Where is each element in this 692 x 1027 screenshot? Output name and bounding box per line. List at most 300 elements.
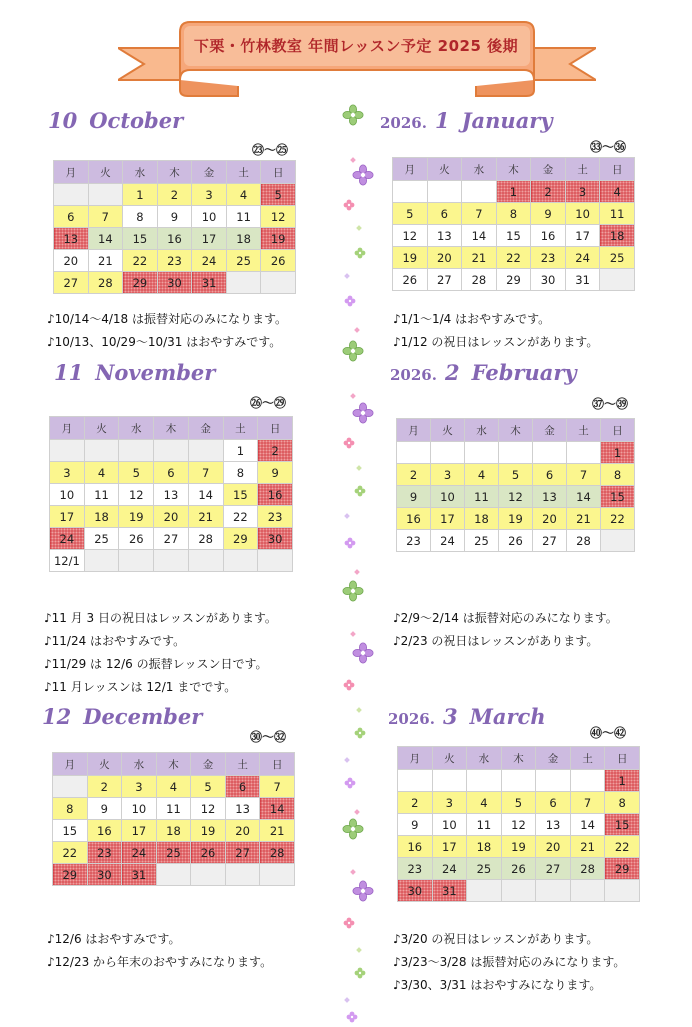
day-cell: 8 (123, 206, 158, 228)
note: ♪11 月 3 日の祝日はレッスンがあります。 (44, 611, 277, 625)
day-cell: 26 (501, 858, 536, 880)
day-cell: 2 (531, 181, 566, 203)
week-row (393, 269, 635, 291)
day-cell: 11 (600, 203, 635, 225)
weekday-header: 金 (188, 417, 223, 440)
empty-cell (605, 880, 640, 902)
weekday-header: 金 (533, 419, 567, 442)
day-cell: 21 (260, 820, 295, 842)
calendar-november (49, 416, 293, 572)
weekday-header: 日 (600, 158, 635, 181)
weekday-header: 金 (191, 753, 226, 776)
week-row (54, 272, 296, 294)
weekday-header: 木 (499, 419, 533, 442)
week-row (53, 842, 295, 864)
week-range-nov: ㉖～㉙ (250, 396, 287, 410)
page-title: 下栗・竹林教室 年間レッスン予定 2025 後期 (193, 37, 519, 55)
weekday-header: 火 (88, 161, 123, 184)
day-cell: 15 (496, 225, 531, 247)
day-cell: 2 (258, 440, 293, 462)
day-cell: 17 (50, 506, 85, 528)
day-cell: 24 (565, 247, 600, 269)
weekday-header: 土 (567, 419, 601, 442)
empty-cell (536, 770, 571, 792)
day-cell: 23 (531, 247, 566, 269)
day-cell: 10 (122, 798, 157, 820)
note: ♪11/24 はおやすみです。 (44, 634, 186, 648)
day-cell: 20 (154, 506, 189, 528)
weekday-header: 火 (431, 419, 465, 442)
month-number: 3 (442, 704, 458, 729)
diamond-icon (350, 384, 356, 403)
day-cell: 8 (605, 792, 640, 814)
day-cell: 16 (398, 836, 433, 858)
day-cell: 6 (427, 203, 462, 225)
day-cell: 4 (465, 464, 499, 486)
day-cell: 27 (54, 272, 89, 294)
day-cell: 22 (223, 506, 258, 528)
empty-cell (53, 776, 88, 798)
day-cell: 16 (397, 508, 431, 530)
calendar-march (397, 746, 640, 902)
weekday-header: 月 (53, 753, 88, 776)
day-cell: 3 (122, 776, 157, 798)
day-cell: 31 (432, 880, 467, 902)
weekday-header: 日 (605, 747, 640, 770)
week-row (398, 792, 640, 814)
day-cell: 19 (191, 820, 226, 842)
flower-icon (344, 774, 356, 793)
day-cell: 15 (223, 484, 258, 506)
week-row (398, 880, 640, 902)
day-cell: 3 (431, 464, 465, 486)
day-cell: 11 (156, 798, 191, 820)
empty-cell (188, 550, 223, 572)
flower-icon (354, 244, 366, 263)
empty-cell (84, 550, 119, 572)
day-cell: 28 (88, 272, 123, 294)
note: ♪2/9～2/14 は振替対応のみになります。 (393, 611, 618, 625)
empty-cell (467, 770, 502, 792)
weekday-header: 月 (393, 158, 428, 181)
month-header-nov (54, 360, 215, 385)
day-cell: 12 (119, 484, 154, 506)
weekday-header: 日 (258, 417, 293, 440)
empty-cell (465, 442, 499, 464)
day-cell: 29 (123, 272, 158, 294)
empty-cell (501, 770, 536, 792)
weekday-header: 木 (154, 417, 189, 440)
empty-cell (432, 770, 467, 792)
note: ♪3/23～3/28 は振替対応のみになります。 (393, 955, 626, 969)
day-cell: 25 (226, 250, 261, 272)
empty-cell (570, 880, 605, 902)
day-cell: 18 (467, 836, 502, 858)
day-cell: 2 (87, 776, 122, 798)
weekday-header-row (50, 417, 293, 440)
month-header-oct (48, 108, 183, 133)
note: ♪3/30、3/31 はおやすみになります。 (393, 978, 602, 992)
diamond-icon (344, 748, 350, 767)
diamond-icon (354, 560, 360, 579)
empty-cell (260, 864, 295, 886)
day-cell: 12/1 (50, 550, 85, 572)
day-cell: 5 (119, 462, 154, 484)
flower-icon (342, 818, 364, 844)
flower-icon (342, 580, 364, 606)
month-name: February (471, 360, 577, 385)
day-cell: 12 (191, 798, 226, 820)
week-row (53, 864, 295, 886)
calendar-february (396, 418, 635, 552)
day-cell: 14 (88, 228, 123, 250)
empty-cell (533, 442, 567, 464)
day-cell: 13 (54, 228, 89, 250)
day-cell: 15 (123, 228, 158, 250)
week-range-oct: ㉓～㉕ (252, 143, 289, 157)
flower-icon (352, 164, 374, 190)
week-row (50, 506, 293, 528)
note: ♪11 月レッスンは 12/1 までです。 (44, 680, 237, 694)
week-row (54, 250, 296, 272)
diamond-icon (356, 456, 362, 475)
day-cell: 13 (536, 814, 571, 836)
day-cell: 8 (601, 464, 635, 486)
day-cell: 6 (154, 462, 189, 484)
day-cell: 20 (225, 820, 260, 842)
day-cell: 7 (567, 464, 601, 486)
day-cell: 26 (393, 269, 428, 291)
day-cell: 21 (462, 247, 497, 269)
day-cell: 30 (531, 269, 566, 291)
day-cell: 5 (191, 776, 226, 798)
day-cell: 6 (536, 792, 571, 814)
day-cell: 31 (122, 864, 157, 886)
flower-icon (352, 880, 374, 906)
day-cell: 22 (496, 247, 531, 269)
weekday-header: 火 (432, 747, 467, 770)
day-cell: 28 (260, 842, 295, 864)
day-cell: 21 (567, 508, 601, 530)
day-cell: 19 (261, 228, 296, 250)
day-cell: 13 (154, 484, 189, 506)
diamond-icon (344, 988, 350, 1007)
empty-cell (156, 864, 191, 886)
weekday-header: 金 (192, 161, 227, 184)
day-cell: 22 (123, 250, 158, 272)
calendar-october (53, 160, 296, 294)
day-cell: 10 (432, 814, 467, 836)
day-cell: 28 (570, 858, 605, 880)
day-cell: 29 (605, 858, 640, 880)
weekday-header: 金 (531, 158, 566, 181)
day-cell: 27 (533, 530, 567, 552)
weekday-header: 水 (462, 158, 497, 181)
weekday-header: 日 (601, 419, 635, 442)
flower-icon (344, 534, 356, 553)
day-cell: 29 (223, 528, 258, 550)
day-cell: 23 (157, 250, 192, 272)
flower-icon (354, 724, 366, 743)
day-cell: 4 (600, 181, 635, 203)
day-cell: 10 (50, 484, 85, 506)
empty-cell (261, 272, 296, 294)
diamond-icon (344, 264, 350, 283)
day-cell: 26 (119, 528, 154, 550)
day-cell: 14 (462, 225, 497, 247)
month-name: December (83, 704, 203, 729)
weekday-header: 火 (87, 753, 122, 776)
day-cell: 24 (432, 858, 467, 880)
note: ♪2/23 の祝日はレッスンがあります。 (393, 634, 599, 648)
note: ♪3/20 の祝日はレッスンがあります。 (393, 932, 599, 946)
day-cell: 16 (157, 228, 192, 250)
week-row (397, 508, 635, 530)
day-cell: 16 (258, 484, 293, 506)
week-row (398, 858, 640, 880)
weekday-header: 月 (397, 419, 431, 442)
day-cell: 25 (600, 247, 635, 269)
day-cell: 2 (157, 184, 192, 206)
month-number: 2 (444, 360, 460, 385)
day-cell: 17 (431, 508, 465, 530)
day-cell: 9 (398, 814, 433, 836)
day-cell: 14 (570, 814, 605, 836)
empty-cell (88, 184, 123, 206)
day-cell: 22 (605, 836, 640, 858)
day-cell: 12 (501, 814, 536, 836)
week-row (393, 225, 635, 247)
flower-icon (352, 402, 374, 428)
empty-cell (567, 442, 601, 464)
day-cell: 28 (567, 530, 601, 552)
day-cell: 2 (397, 464, 431, 486)
day-cell: 6 (225, 776, 260, 798)
day-cell: 24 (50, 528, 85, 550)
day-cell: 16 (531, 225, 566, 247)
day-cell: 13 (225, 798, 260, 820)
year-label: 2026. (380, 114, 427, 132)
empty-cell (431, 442, 465, 464)
calendar-december (52, 752, 295, 886)
weekday-header: 水 (123, 161, 158, 184)
day-cell: 23 (398, 858, 433, 880)
day-cell: 21 (570, 836, 605, 858)
weekday-header: 土 (223, 417, 258, 440)
day-cell: 20 (427, 247, 462, 269)
weekday-header: 日 (261, 161, 296, 184)
diamond-icon (344, 504, 350, 523)
calendar-january (392, 157, 635, 291)
day-cell: 4 (226, 184, 261, 206)
day-cell: 1 (496, 181, 531, 203)
day-cell: 5 (499, 464, 533, 486)
day-cell: 10 (565, 203, 600, 225)
day-cell: 3 (50, 462, 85, 484)
day-cell: 2 (398, 792, 433, 814)
flower-icon (343, 434, 355, 453)
weekday-header-row (397, 419, 635, 442)
week-row (397, 530, 635, 552)
day-cell: 23 (397, 530, 431, 552)
day-cell: 9 (157, 206, 192, 228)
empty-cell (119, 440, 154, 462)
empty-cell (467, 880, 502, 902)
flower-icon (352, 642, 374, 668)
weekday-header: 土 (570, 747, 605, 770)
day-cell: 22 (601, 508, 635, 530)
day-cell: 29 (53, 864, 88, 886)
weekday-header: 水 (119, 417, 154, 440)
day-cell: 19 (501, 836, 536, 858)
diamond-icon (356, 698, 362, 717)
flower-icon (344, 292, 356, 311)
empty-cell (50, 440, 85, 462)
week-row (53, 798, 295, 820)
day-cell: 19 (499, 508, 533, 530)
month-header-feb (390, 360, 577, 385)
note: ♪10/14～4/18 は振替対応のみになります。 (47, 312, 288, 326)
empty-cell (601, 530, 635, 552)
day-cell: 6 (54, 206, 89, 228)
day-cell: 10 (431, 486, 465, 508)
month-name: March (469, 704, 546, 729)
flower-icon (354, 482, 366, 501)
day-cell: 17 (192, 228, 227, 250)
empty-cell (154, 550, 189, 572)
empty-cell (393, 181, 428, 203)
diamond-icon (350, 622, 356, 641)
weekday-header: 木 (157, 161, 192, 184)
flower-icon (342, 340, 364, 366)
weekday-header: 月 (50, 417, 85, 440)
day-cell: 24 (431, 530, 465, 552)
day-cell: 26 (191, 842, 226, 864)
day-cell: 13 (427, 225, 462, 247)
flower-icon (346, 1008, 358, 1027)
day-cell: 7 (188, 462, 223, 484)
empty-cell (462, 181, 497, 203)
week-row (50, 484, 293, 506)
day-cell: 25 (465, 530, 499, 552)
day-cell: 18 (156, 820, 191, 842)
note: ♪1/1～1/4 はおやすみです。 (393, 312, 551, 326)
diamond-icon (354, 800, 360, 819)
empty-cell (600, 269, 635, 291)
empty-cell (501, 880, 536, 902)
day-cell: 31 (192, 272, 227, 294)
empty-cell (188, 440, 223, 462)
flower-icon (342, 104, 364, 130)
day-cell: 25 (467, 858, 502, 880)
day-cell: 21 (88, 250, 123, 272)
week-row (397, 486, 635, 508)
note: ♪11/29 は 12/6 の振替レッスン日です。 (44, 657, 268, 671)
month-name: November (95, 360, 216, 385)
day-cell: 9 (397, 486, 431, 508)
day-cell: 27 (154, 528, 189, 550)
day-cell: 7 (570, 792, 605, 814)
empty-cell (536, 880, 571, 902)
weekday-header: 火 (427, 158, 462, 181)
day-cell: 11 (84, 484, 119, 506)
week-row (54, 184, 296, 206)
day-cell: 18 (600, 225, 635, 247)
day-cell: 30 (398, 880, 433, 902)
weekday-header: 日 (260, 753, 295, 776)
day-cell: 25 (156, 842, 191, 864)
empty-cell (398, 770, 433, 792)
weekday-header-row (54, 161, 296, 184)
day-cell: 20 (54, 250, 89, 272)
day-cell: 19 (393, 247, 428, 269)
week-row (393, 203, 635, 225)
weekday-header: 月 (398, 747, 433, 770)
week-row (50, 528, 293, 550)
day-cell: 3 (192, 184, 227, 206)
day-cell: 3 (432, 792, 467, 814)
day-cell: 27 (225, 842, 260, 864)
week-row (393, 181, 635, 203)
week-row (397, 442, 635, 464)
empty-cell (397, 442, 431, 464)
weekday-header: 土 (565, 158, 600, 181)
weekday-header: 土 (225, 753, 260, 776)
month-number: 10 (48, 108, 78, 133)
day-cell: 1 (601, 442, 635, 464)
note: ♪12/23 から年末のおやすみになります。 (47, 955, 273, 969)
empty-cell (119, 550, 154, 572)
day-cell: 26 (499, 530, 533, 552)
day-cell: 15 (53, 820, 88, 842)
week-row (397, 464, 635, 486)
day-cell: 18 (84, 506, 119, 528)
week-row (50, 440, 293, 462)
day-cell: 21 (188, 506, 223, 528)
week-row (53, 776, 295, 798)
day-cell: 20 (536, 836, 571, 858)
empty-cell (84, 440, 119, 462)
day-cell: 27 (536, 858, 571, 880)
day-cell: 24 (122, 842, 157, 864)
weekday-header: 金 (536, 747, 571, 770)
empty-cell (258, 550, 293, 572)
week-range-jan: ㉝～㊱ (590, 140, 627, 154)
week-row (50, 550, 293, 572)
day-cell: 10 (192, 206, 227, 228)
day-cell: 5 (501, 792, 536, 814)
day-cell: 7 (88, 206, 123, 228)
day-cell: 23 (258, 506, 293, 528)
week-row (398, 814, 640, 836)
day-cell: 17 (565, 225, 600, 247)
day-cell: 4 (156, 776, 191, 798)
day-cell: 19 (119, 506, 154, 528)
day-cell: 31 (565, 269, 600, 291)
day-cell: 28 (188, 528, 223, 550)
month-number: 11 (54, 360, 84, 385)
weekday-header: 水 (465, 419, 499, 442)
weekday-header: 水 (467, 747, 502, 770)
empty-cell (225, 864, 260, 886)
note: ♪12/6 はおやすみです。 (47, 932, 181, 946)
day-cell: 30 (258, 528, 293, 550)
week-row (393, 247, 635, 269)
weekday-header: 木 (496, 158, 531, 181)
weekday-header-row (398, 747, 640, 770)
empty-cell (570, 770, 605, 792)
week-range-dec: ㉚～㉜ (250, 730, 287, 744)
